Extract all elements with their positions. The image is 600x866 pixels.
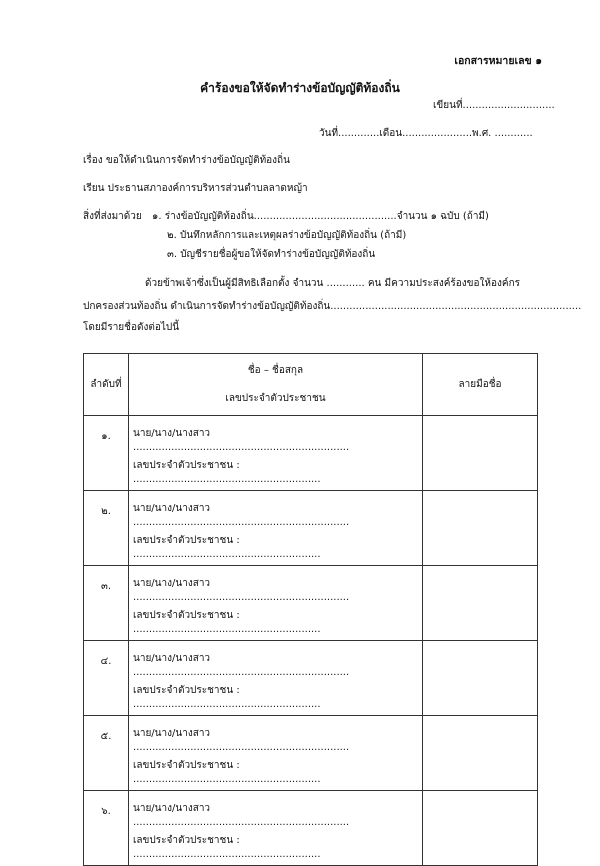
attachment-item-1: ๑. ร่างข้อบัญญัติท้องถิ่น.............................................จำนวน ๑ ฉบับ (ถ้ามี) [152,211,489,222]
row-number: ๑. [84,416,129,491]
body-line-1: ด้วยข้าพเจ้าซึ่งเป็นผู้มีสิทธิเลือกตั้ง จำนวน ............ คน มีความประสงค์ร้องขอให้องค์กร [145,278,521,289]
row-number: ๓. [84,566,129,641]
signature-field[interactable] [423,791,538,866]
row-details [129,566,423,641]
date-field: วันที่.............เดือน......................พ.ศ. ............ [319,128,533,139]
header-order: ลำดับที่ [84,354,129,416]
table-row [84,641,538,716]
id-number-field[interactable]: เลขประจำตัวประชาชน : ........................................................... [133,835,321,860]
body-line-2: ปกครองส่วนท้องถิ่น ดำเนินการจัดทำร่างข้อบัญญัติท้องถิ่น............................................................................... [83,301,582,312]
document-title: คำร้องขอให้จัดทำร่างข้อบัญญัติท้องถิ่น [200,81,400,95]
row-number: ๖. [84,791,129,866]
row-details [129,791,423,866]
table-row [84,566,538,641]
signature-field[interactable] [423,641,538,716]
attachments-label: สิ่งที่ส่งมาด้วย [83,211,142,222]
row-details [129,491,423,566]
attachment-item-2: ๒. บันทึกหลักการและเหตุผลร่างข้อบัญญัติท้องถิ่น (ถ้ามี) [167,230,407,241]
document-number: เอกสารหมายเลข ๑ [454,55,542,67]
header-id: เลขประจำตัวประชาชน [225,392,326,404]
header-name: ชื่อ – ชื่อสกุล [247,364,304,376]
table-row [84,416,538,491]
row-details [129,716,423,791]
name-field[interactable]: นาย/นาง/นางสาว .................................................................... [133,653,350,678]
row-number: ๒. [84,491,129,566]
name-field[interactable]: นาย/นาง/นางสาว .................................................................... [133,503,350,528]
row-number: ๕. [84,716,129,791]
signature-field[interactable] [423,416,538,491]
table-header-row [84,354,538,416]
id-number-field[interactable]: เลขประจำตัวประชาชน : ........................................................... [133,610,321,635]
header-name-id [129,354,423,416]
table-row [84,716,538,791]
body-line-3: โดยมีรายชื่อดังต่อไปนี้ [83,322,180,333]
name-field[interactable]: นาย/นาง/นางสาว .................................................................... [133,428,350,453]
header-signature: ลายมือชื่อ [423,354,538,416]
signature-field[interactable] [423,491,538,566]
row-details [129,416,423,491]
table-row [84,791,538,866]
subject-line: เรื่อง ขอให้ดำเนินการจัดทำร่างข้อบัญญัติท้องถิ่น [83,155,290,166]
id-number-field[interactable]: เลขประจำตัวประชาชน : ........................................................... [133,685,321,710]
id-number-field[interactable]: เลขประจำตัวประชาชน : ........................................................... [133,760,321,785]
id-number-field[interactable]: เลขประจำตัวประชาชน : ........................................................... [133,460,321,485]
name-field[interactable]: นาย/นาง/นางสาว .................................................................... [133,578,350,603]
written-at-field: เขียนที่............................. [433,100,555,111]
signature-field[interactable] [423,716,538,791]
recipient-line: เรียน ประธานสภาองค์การบริหารส่วนตำบลลาดหญ้า [83,183,308,194]
row-number: ๔. [84,641,129,716]
id-number-field[interactable]: เลขประจำตัวประชาชน : ........................................................... [133,535,321,560]
name-field[interactable]: นาย/นาง/นางสาว .................................................................... [133,803,350,828]
attachment-item-3: ๓. บัญชีรายชื่อผู้ขอให้จัดทำร่างข้อบัญญัติท้องถิ่น [167,249,376,260]
table-row [84,491,538,566]
name-field[interactable]: นาย/นาง/นางสาว .................................................................... [133,728,350,753]
signature-field[interactable] [423,566,538,641]
signatories-table [83,353,538,866]
row-details [129,641,423,716]
